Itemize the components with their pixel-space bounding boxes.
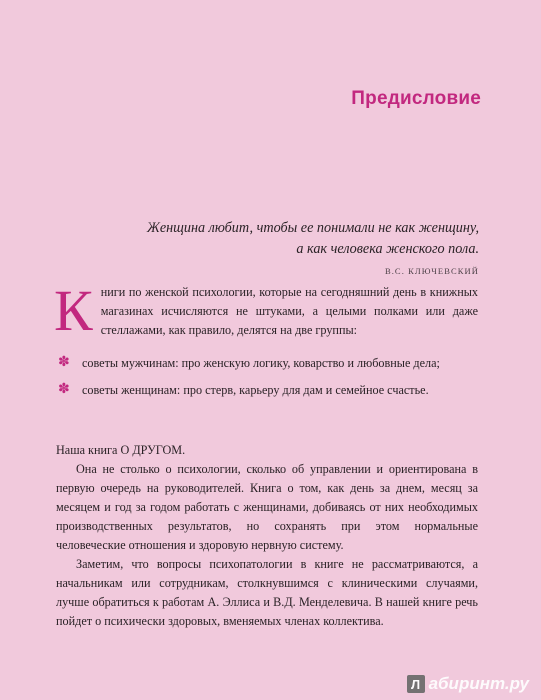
list-item [56,381,478,400]
intro-paragraph [54,278,478,343]
asterisk-flower-icon: ✽ [58,382,70,397]
list-item [56,354,478,373]
watermark-text: абиринт.ру [428,674,529,693]
bullet-list [56,354,478,408]
labirint-logo-icon: Л [407,675,425,693]
bullet-text: советы мужчинам: про женскую логику, коварство и любовные дела; [82,356,440,370]
epigraph-line-2: а как человека женского пола. [296,241,479,257]
page-title: Предисловие [351,88,481,109]
body-text [56,441,478,631]
bullet-text: советы женщинам: про стерв, карьеру для дам и семейное счастье. [82,383,429,397]
intro-text: ниги по женской психологии, которые на сегодняшний день в книжных магазинах исчисляются не штуками, а целыми полками или даже стеллажами, как правило, делятся на две группы: [100,285,478,337]
paragraph: Она не столько о психологии, сколько об управлении и ориентирована в первую очередь на руководителей. Книга о том, как день за днем, месяц за месяцем и год за годом работать с женщинами, добиваясь от них необходимых производственных результатов, но сохранять при этом нормальные человеческие отношения и здоровую нервную систему. [56,462,478,552]
epigraph [99,218,479,260]
asterisk-flower-icon: ✽ [58,355,70,370]
epigraph-line-1: Женщина любит, чтобы ее понимали не как женщину, [146,220,479,236]
watermark [407,674,529,694]
epigraph-author: В.С. КЛЮЧЕВСКИЙ [384,266,479,276]
paragraph: Наша книга О ДРУГОМ. [56,443,186,457]
paragraph: Заметим, что вопросы психопатологии в книге не рассматриваются, а начальникам или сотрудникам, столкнувшимся с клиническими случаями, лучше обратиться к работам А. Эллиса и В.Д. Менделевича. В нашей книге речь пойдет о психически здоровых, вменяемых членах коллектива. [56,557,478,628]
drop-cap: К [54,278,93,343]
